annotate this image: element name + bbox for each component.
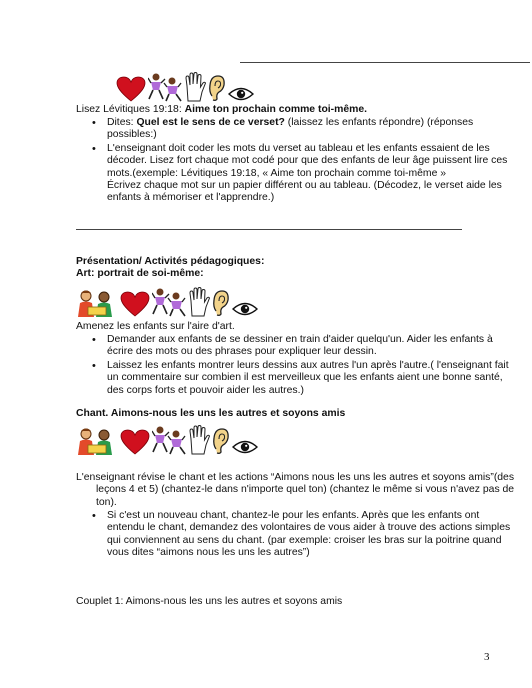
eye-icon	[232, 301, 258, 317]
list-item: • Demander aux enfants de se dessiner en train d'aider quelqu'un. Aider les enfants à écrire des mots ou des phrases pour expliquer leur dessin.	[92, 334, 516, 359]
senses-icon-row	[116, 72, 254, 102]
eye-icon	[232, 439, 258, 455]
ear-icon	[208, 74, 226, 102]
section3-bullet-list	[92, 510, 516, 560]
section-divider	[76, 229, 462, 230]
reading-line	[76, 104, 516, 116]
list-item: • Laissez les enfants montrer leurs dessins aux autres l'un après l'autre.( l'enseignant fait un commentaire sur combien il est merveilleux que les enfants aient une bonne santé, des corps forts et pouvoir aider les autres.)	[92, 360, 516, 397]
section1-bullet-list	[92, 117, 516, 205]
art-intro: Amenez les enfants sur l'aire d'art.	[76, 321, 235, 332]
section-subheading: Art: portrait de soi-même:	[76, 268, 204, 279]
senses-icon-row	[76, 287, 258, 317]
hand-icon	[188, 425, 210, 455]
heart-icon	[120, 291, 150, 317]
bullet-extra: Écrivez chaque mot sur un papier différent ou au tableau. (Décodez, le verset aide les enfants à mémoriser et l'apprendre.)	[107, 180, 502, 204]
couplet-line: Couplet 1: Aimons-nous les uns les autres et soyons amis	[76, 596, 343, 607]
section2-bullet-list	[92, 334, 516, 397]
children-icon	[76, 289, 118, 317]
reading-verse: Aime ton prochain comme toi-même.	[184, 104, 368, 115]
list-item: • Dites: Quel est le sens de ce verset? (laissez les enfants répondre) (réponses possibles:)	[92, 117, 516, 142]
section-heading: Présentation/ Activités pédagogiques:	[76, 256, 265, 267]
jumping-children-icon	[152, 287, 186, 317]
list-item: • L'enseignant doit coder les mots du verset au tableau et les enfants essaient de les décoder. Lisez fort chaque mot codé pour que des enfants de leur âge puissent lire ces mots.(exemple: Lévitiques 19:18, « Aime ton prochain comme toi-même » Écrivez chaque mot sur un papier différent ou au tableau. (Décodez, le verset aide les enfants à mémoriser et l'apprendre.)	[92, 143, 516, 205]
jumping-children-icon	[148, 72, 182, 102]
top-rule	[240, 62, 530, 63]
song-heading: Chant. Aimons-nous les uns les autres et soyons amis	[76, 408, 346, 419]
ear-icon	[212, 427, 230, 455]
jumping-children-icon	[152, 425, 186, 455]
heart-icon	[120, 429, 150, 455]
hand-icon	[188, 287, 210, 317]
eye-icon	[228, 86, 254, 102]
page-number: 3	[484, 651, 490, 663]
hand-icon	[184, 72, 206, 102]
ear-icon	[212, 289, 230, 317]
heart-icon	[116, 76, 146, 102]
song-intro: L'enseignant révise le chant et les actions “Aimons nous les uns les autres et soyons amis”(des leçons 4 et 5) (chantez-le dans n'importe quel ton) (chantez le même si vous n'avez pas de ton).	[76, 472, 515, 508]
children-icon	[76, 427, 118, 455]
list-item: • Si c'est un nouveau chant, chantez-le pour les enfants. Après que les enfants ont entendu le chant, demandez des volontaires de vous aider à trouve des actions simples qui conviennent au sens du chant. (par exemple: croiser les bras sur la poitrine quand vous dites “aimons nous les uns les autres”)	[92, 510, 516, 560]
senses-icon-row	[76, 425, 258, 455]
reading-prefix: Lisez Lévitiques 19:18:	[76, 104, 185, 115]
